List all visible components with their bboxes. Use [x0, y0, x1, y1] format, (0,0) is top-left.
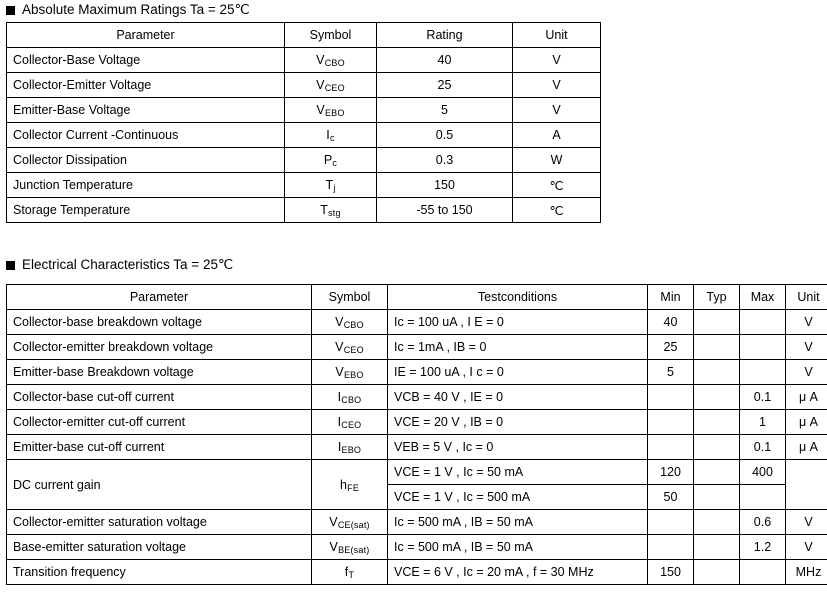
cell-parameter: Collector-Emitter Voltage [7, 73, 285, 98]
cell-max: 0.6 [740, 510, 786, 535]
cell-typ [694, 310, 740, 335]
cell-typ [694, 535, 740, 560]
cell-min [648, 435, 694, 460]
cell-typ [694, 335, 740, 360]
cell-parameter: Junction Temperature [7, 173, 285, 198]
column-header-unit: Unit [513, 23, 601, 48]
cell-unit: μ A [786, 435, 827, 460]
cell-parameter: Collector Dissipation [7, 148, 285, 173]
cell-parameter: Emitter-base Breakdown voltage [7, 360, 312, 385]
cell-symbol: ICBO [312, 385, 388, 410]
square-bullet-icon [6, 261, 15, 270]
cell-symbol: Tstg [285, 198, 377, 223]
cell-unit: MHz [786, 560, 827, 585]
table-row [7, 535, 827, 560]
cell-max [740, 485, 786, 510]
cell-max [740, 310, 786, 335]
cell-symbol: VBE(sat) [312, 535, 388, 560]
cell-unit: ℃ [513, 198, 601, 223]
cell-parameter: Base-emitter saturation voltage [7, 535, 312, 560]
cell-parameter: Collector-Base Voltage [7, 48, 285, 73]
absolute-ratings-title-text: Absolute Maximum Ratings Ta = 25℃ [22, 2, 250, 17]
cell-min [648, 410, 694, 435]
cell-parameter: Collector-emitter cut-off current [7, 410, 312, 435]
cell-min [648, 535, 694, 560]
cell-min: 150 [648, 560, 694, 585]
cell-unit: μ A [786, 410, 827, 435]
table-row [7, 460, 827, 485]
cell-symbol: Pc [285, 148, 377, 173]
electrical-characteristics-table [6, 284, 827, 585]
cell-unit: V [786, 335, 827, 360]
cell-max: 0.1 [740, 435, 786, 460]
cell-unit: A [513, 123, 601, 148]
cell-min: 40 [648, 310, 694, 335]
column-header-min: Min [648, 285, 694, 310]
column-header-symbol: Symbol [285, 23, 377, 48]
table-row [7, 123, 601, 148]
cell-min: 50 [648, 485, 694, 510]
cell-parameter: DC current gain [7, 460, 312, 510]
cell-rating: 0.5 [377, 123, 513, 148]
cell-symbol: hFE [312, 460, 388, 510]
cell-testconditions: VCE = 20 V , IB = 0 [388, 410, 648, 435]
table-row [7, 435, 827, 460]
table-header-row [7, 23, 601, 48]
cell-max [740, 360, 786, 385]
cell-testconditions: VCE = 1 V , Ic = 50 mA [388, 460, 648, 485]
cell-rating: 5 [377, 98, 513, 123]
column-header-unit: Unit [786, 285, 827, 310]
cell-testconditions: VEB = 5 V , Ic = 0 [388, 435, 648, 460]
cell-unit: μ A [786, 385, 827, 410]
cell-testconditions: Ic = 1mA , IB = 0 [388, 335, 648, 360]
table-row [7, 335, 827, 360]
table-row [7, 148, 601, 173]
cell-parameter: Collector-base breakdown voltage [7, 310, 312, 335]
cell-unit: ℃ [513, 173, 601, 198]
cell-symbol: VCE(sat) [312, 510, 388, 535]
table-header-row [7, 285, 827, 310]
cell-rating: 0.3 [377, 148, 513, 173]
table-row [7, 173, 601, 198]
cell-testconditions: Ic = 500 mA , IB = 50 mA [388, 510, 648, 535]
cell-parameter: Transition frequency [7, 560, 312, 585]
column-header-rating: Rating [377, 23, 513, 48]
cell-unit: V [786, 360, 827, 385]
cell-max: 1 [740, 410, 786, 435]
cell-symbol: VCBO [285, 48, 377, 73]
cell-parameter: Collector-emitter breakdown voltage [7, 335, 312, 360]
cell-parameter: Collector Current -Continuous [7, 123, 285, 148]
cell-rating: 25 [377, 73, 513, 98]
table-row [7, 48, 601, 73]
cell-typ [694, 410, 740, 435]
table-row [7, 385, 827, 410]
table-row [7, 98, 601, 123]
cell-symbol: VEBO [312, 360, 388, 385]
cell-parameter: Emitter-Base Voltage [7, 98, 285, 123]
cell-typ [694, 560, 740, 585]
cell-typ [694, 510, 740, 535]
cell-symbol: Tj [285, 173, 377, 198]
column-header-typ: Typ [694, 285, 740, 310]
column-header-max: Max [740, 285, 786, 310]
cell-max: 400 [740, 460, 786, 485]
cell-min [648, 510, 694, 535]
cell-unit: V [786, 510, 827, 535]
cell-parameter: Collector-emitter saturation voltage [7, 510, 312, 535]
cell-unit: V [786, 535, 827, 560]
cell-unit: V [513, 73, 601, 98]
cell-rating: -55 to 150 [377, 198, 513, 223]
column-header-parameter: Parameter [7, 285, 312, 310]
table-row [7, 73, 601, 98]
cell-testconditions: IE = 100 uA , I c = 0 [388, 360, 648, 385]
cell-testconditions: VCB = 40 V , IE = 0 [388, 385, 648, 410]
cell-typ [694, 435, 740, 460]
absolute-ratings-heading [6, 2, 250, 18]
cell-unit: W [513, 148, 601, 173]
cell-min: 5 [648, 360, 694, 385]
cell-min: 120 [648, 460, 694, 485]
cell-symbol: IEBO [312, 435, 388, 460]
table-row [7, 410, 827, 435]
cell-symbol: VEBO [285, 98, 377, 123]
cell-max [740, 560, 786, 585]
cell-typ [694, 385, 740, 410]
electrical-characteristics-title-text: Electrical Characteristics Ta = 25℃ [22, 257, 234, 272]
cell-min [648, 385, 694, 410]
cell-parameter: Storage Temperature [7, 198, 285, 223]
cell-symbol: Ic [285, 123, 377, 148]
cell-testconditions: Ic = 100 uA , I E = 0 [388, 310, 648, 335]
cell-symbol: fT [312, 560, 388, 585]
cell-unit: V [513, 98, 601, 123]
absolute-maximum-ratings-table [6, 22, 601, 223]
cell-testconditions: Ic = 500 mA , IB = 50 mA [388, 535, 648, 560]
electrical-characteristics-heading [6, 257, 233, 273]
cell-max: 0.1 [740, 385, 786, 410]
column-header-symbol: Symbol [312, 285, 388, 310]
cell-max: 1.2 [740, 535, 786, 560]
cell-symbol: VCEO [312, 335, 388, 360]
square-bullet-icon [6, 6, 15, 15]
cell-unit [786, 460, 827, 510]
cell-symbol: VCEO [285, 73, 377, 98]
cell-unit: V [513, 48, 601, 73]
cell-testconditions: VCE = 6 V , Ic = 20 mA , f = 30 MHz [388, 560, 648, 585]
cell-typ [694, 460, 740, 485]
table-row [7, 310, 827, 335]
cell-rating: 40 [377, 48, 513, 73]
cell-parameter: Emitter-base cut-off current [7, 435, 312, 460]
cell-typ [694, 360, 740, 385]
cell-rating: 150 [377, 173, 513, 198]
column-header-testconditions: Testconditions [388, 285, 648, 310]
table-row [7, 360, 827, 385]
cell-symbol: VCBO [312, 310, 388, 335]
column-header-parameter: Parameter [7, 23, 285, 48]
cell-typ [694, 485, 740, 510]
table-row [7, 510, 827, 535]
cell-unit: V [786, 310, 827, 335]
cell-min: 25 [648, 335, 694, 360]
cell-max [740, 335, 786, 360]
cell-testconditions: VCE = 1 V , Ic = 500 mA [388, 485, 648, 510]
table-row [7, 560, 827, 585]
cell-parameter: Collector-base cut-off current [7, 385, 312, 410]
cell-symbol: ICEO [312, 410, 388, 435]
table-row [7, 198, 601, 223]
